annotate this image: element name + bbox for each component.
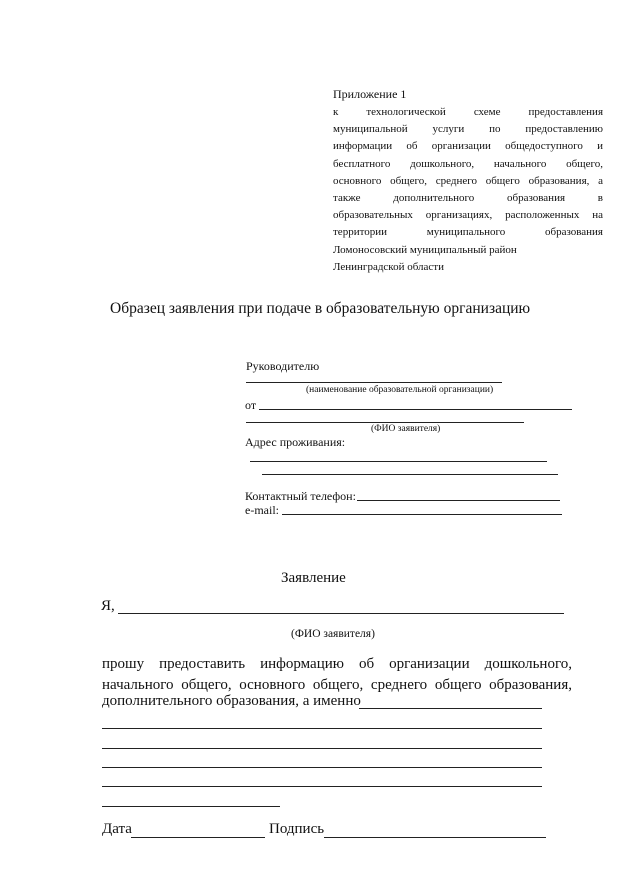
appendix-text <box>333 104 603 276</box>
request-line-5[interactable] <box>102 806 280 807</box>
document-title: Образец заявления при подаче в образовательную организацию <box>110 300 531 317</box>
appendix-line: муниципальной услуги по предоставлению <box>333 123 603 136</box>
appendix-title: Приложение 1 <box>333 87 407 101</box>
request-line-2[interactable] <box>102 748 542 749</box>
request-line-1[interactable] <box>102 728 542 729</box>
appendix-line: к технологической схеме предоставления <box>333 106 603 118</box>
statement-fio-line[interactable] <box>118 613 564 614</box>
org-name-line[interactable] <box>246 382 502 383</box>
request-line-3[interactable] <box>102 767 542 768</box>
appendix-line: Ленинградской области <box>333 260 444 273</box>
phone-label: Контактный телефон: <box>245 489 356 503</box>
applicant-fio-line[interactable] <box>246 422 524 423</box>
email-line[interactable] <box>282 514 562 515</box>
appendix-line: территории муниципального образования <box>333 226 603 239</box>
signature-line[interactable] <box>324 837 546 838</box>
address-line-2[interactable] <box>262 474 558 475</box>
appendix-line: Ломоносовский муниципальный район <box>333 243 517 256</box>
appendix-line: бесплатного дошкольного, начального общего, <box>333 157 603 170</box>
email-label: e-mail: <box>245 503 279 517</box>
statement-body-line: прошу предоставить информацию об организации дошкольного, <box>102 656 572 672</box>
fio-caption-header: (ФИО заявителя) <box>371 424 441 434</box>
statement-body <box>102 654 572 696</box>
from-label: от <box>245 398 257 412</box>
statement-body-line: начального общего, основного общего, среднего общего образования, <box>102 677 572 693</box>
fio-caption-statement: (ФИО заявителя) <box>291 628 375 640</box>
statement-body-last: дополнительного образования, а именно <box>102 693 361 709</box>
date-label: Дата <box>102 821 132 837</box>
date-line[interactable] <box>131 837 265 838</box>
i-label: Я, <box>101 598 115 614</box>
to-label: Руководителю <box>246 359 320 373</box>
from-line[interactable] <box>259 409 572 410</box>
request-line-4[interactable] <box>102 786 542 787</box>
signature-label: Подпись <box>269 821 325 837</box>
org-caption: (наименование образовательной организации) <box>306 385 494 395</box>
appendix-line: образовательных организациях, расположенных на <box>333 209 603 222</box>
phone-line[interactable] <box>357 500 560 501</box>
appendix-line: также дополнительного образования в <box>333 191 603 204</box>
address-label: Адрес проживания: <box>245 435 346 449</box>
address-line-1[interactable] <box>250 461 547 462</box>
request-line-0[interactable] <box>359 708 542 709</box>
statement-title: Заявление <box>281 570 346 586</box>
appendix-line: информации об организации общедоступного и <box>333 140 603 153</box>
appendix-line: основного общего, среднего общего образования, а <box>333 174 603 187</box>
